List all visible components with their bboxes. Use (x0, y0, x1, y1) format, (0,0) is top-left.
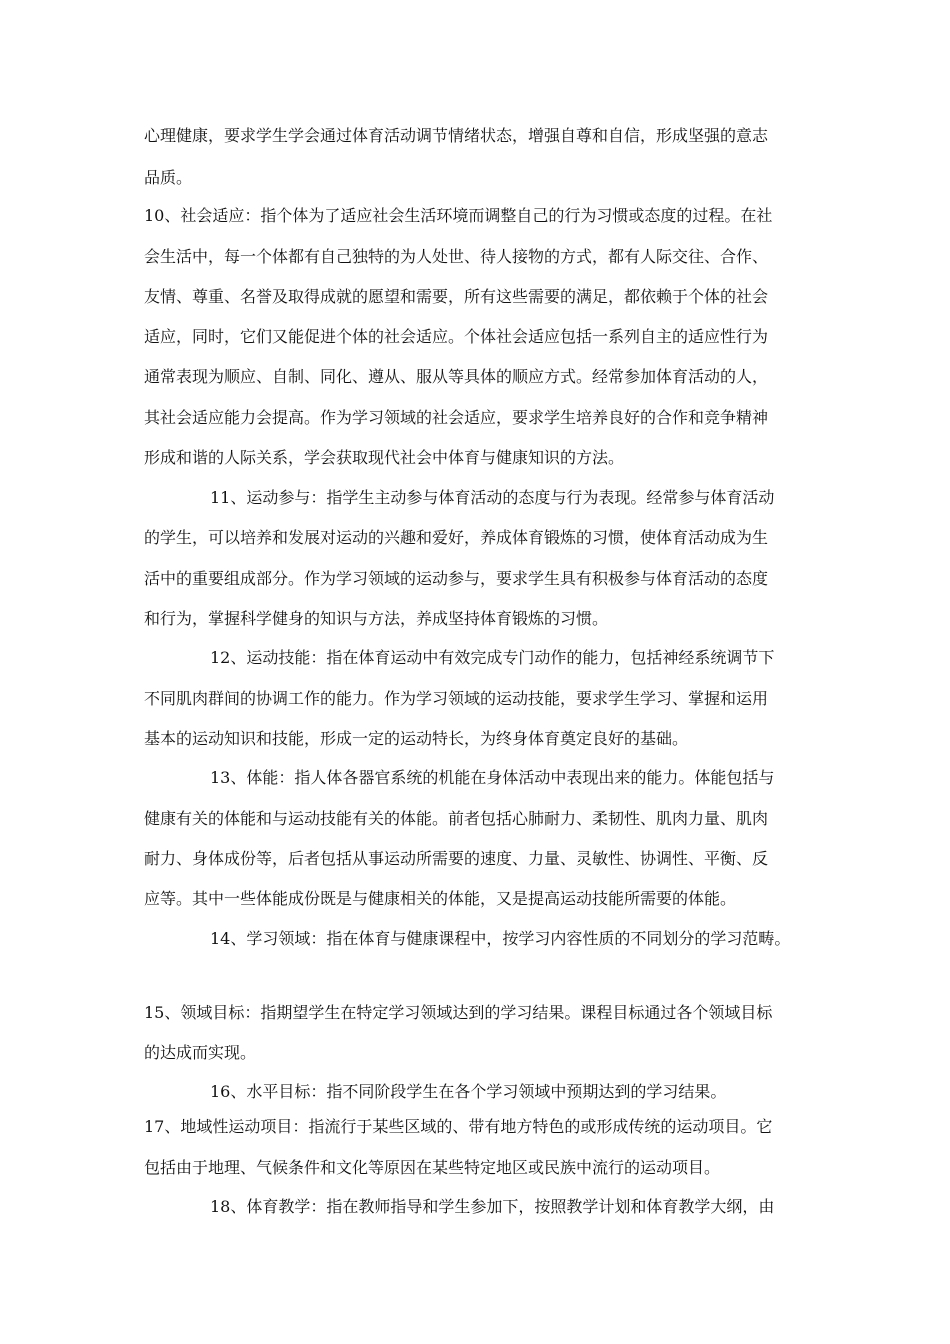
text-line: 友情、尊重、名誉及取得成就的愿望和需要，所有这些需要的满足，都依赖于个体的社会 (144, 287, 769, 306)
text-line: 的达成而实现。 (144, 1043, 257, 1062)
text-line: 通常表现为顺应、自制、同化、遵从、服从等具体的顺应方式。经常参加体育活动的人， (144, 367, 769, 386)
text-line: 包括由于地理、气候条件和文化等原因在某些特定地区或民族中流行的运动项目。 (144, 1158, 721, 1177)
text-line: 13、体能：指人体各器官系统的机能在身体活动中表现出来的能力。体能包括与 (210, 768, 775, 787)
text-line: 适应，同时，它们又能促进个体的社会适应。个体社会适应包括一系列自主的适应性行为 (144, 327, 769, 346)
text-line: 心理健康，要求学生学会通过体育活动调节情绪状态，增强自尊和自信，形成坚强的意志 (144, 126, 769, 145)
text-line: 耐力、身体成份等，后者包括从事运动所需要的速度、力量、灵敏性、协调性、平衡、反 (144, 849, 769, 868)
text-line: 18、体育教学：指在教师指导和学生参加下，按照教学计划和体育教学大纲，由 (210, 1197, 775, 1216)
text-line: 形成和谐的人际关系，学会获取现代社会中体育与健康知识的方法。 (144, 448, 625, 467)
text-line: 14、学习领域：指在体育与健康课程中，按学习内容性质的不同划分的学习范畴。 (210, 929, 791, 948)
text-line: 和行为，掌握科学健身的知识与方法，养成坚持体育锻炼的习惯。 (144, 609, 609, 628)
text-line: 10、社会适应：指个体为了适应社会生活环境而调整自己的行为习惯或态度的过程。在社 (144, 206, 773, 225)
text-line: 基本的运动知识和技能，形成一定的运动特长，为终身体育奠定良好的基础。 (144, 729, 689, 748)
text-line: 品质。 (144, 168, 193, 187)
text-line: 的学生，可以培养和发展对运动的兴趣和爱好，养成体育锻炼的习惯，使体育活动成为生 (144, 528, 769, 547)
text-line: 16、水平目标：指不同阶段学生在各个学习领域中预期达到的学习结果。 (210, 1082, 727, 1101)
text-line: 15、领域目标：指期望学生在特定学习领域达到的学习结果。课程目标通过各个领域目标 (144, 1003, 773, 1022)
text-line: 不同肌肉群间的协调工作的能力。作为学习领域的运动技能，要求学生学习、掌握和运用 (144, 689, 769, 708)
text-line: 应等。其中一些体能成份既是与健康相关的体能，又是提高运动技能所需要的体能。 (144, 889, 737, 908)
text-line: 会生活中，每一个体都有自己独特的为人处世、待人接物的方式，都有人际交往、合作、 (144, 247, 769, 266)
text-line: 17、地域性运动项目：指流行于某些区域的、带有地方特色的或形成传统的运动项目。它 (144, 1117, 773, 1136)
text-line: 健康有关的体能和与运动技能有关的体能。前者包括心肺耐力、柔韧性、肌肉力量、肌肉 (144, 809, 769, 828)
text-line: 12、运动技能：指在体育运动中有效完成专门动作的能力，包括神经系统调节下 (210, 648, 775, 667)
text-line: 11、运动参与：指学生主动参与体育活动的态度与行为表现。经常参与体育活动 (210, 488, 775, 507)
text-line: 活中的重要组成部分。作为学习领域的运动参与，要求学生具有积极参与体育活动的态度 (144, 569, 769, 588)
text-line: 其社会适应能力会提高。作为学习领域的社会适应，要求学生培养良好的合作和竞争精神 (144, 408, 769, 427)
